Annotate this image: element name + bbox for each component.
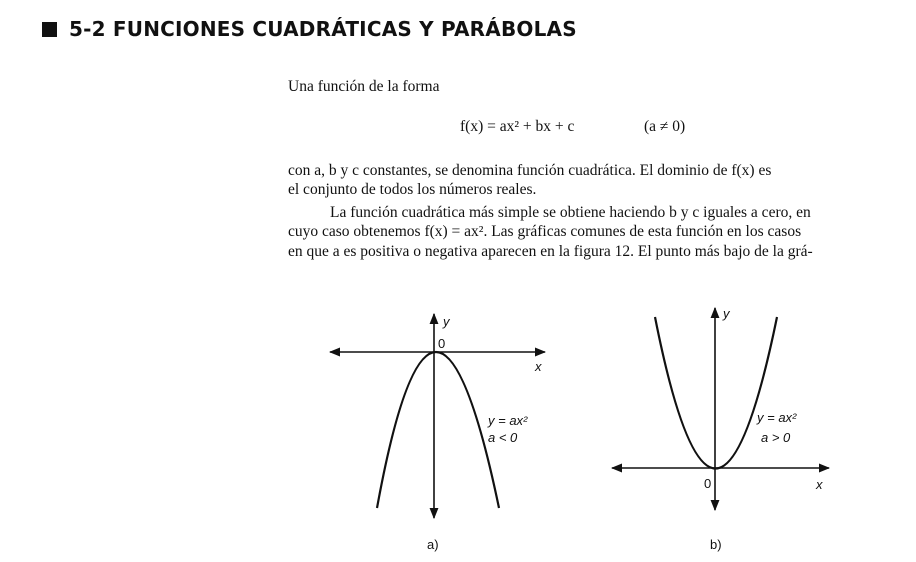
figure-b-condition: a > 0 [761, 430, 791, 445]
figure-a-equation: y = ax² [488, 413, 528, 428]
formula-condition: (a ≠ 0) [644, 118, 686, 135]
figure-b-x-label: x [816, 477, 823, 492]
figure-a-graph [325, 308, 565, 523]
figure-b-graph [607, 302, 847, 532]
paragraph-line-2: con a, b y c constantes, se denomina función cuadrática. El dominio de f(x) es [288, 162, 772, 179]
section-square-bullet-icon [42, 22, 57, 37]
figure-b-origin-label: 0 [704, 476, 712, 491]
figure-b-parabola [655, 317, 777, 469]
paragraph-line-6: en que a es positiva o negativa aparecen en la figura 12. El punto más bajo de la grá- [288, 243, 813, 260]
figure-b-caption: b) [710, 537, 722, 552]
figure-a-origin-label: 0 [438, 336, 446, 351]
paragraph-line-3: el conjunto de todos los números reales. [288, 181, 537, 198]
section-heading [42, 17, 577, 41]
figure-a-condition: a < 0 [488, 430, 518, 445]
section-title: 5-2 FUNCIONES CUADRÁTICAS Y PARÁBOLAS [69, 17, 577, 41]
figure-b-y-label: y [723, 306, 730, 321]
figure-a-x-label: x [535, 359, 542, 374]
figure-a-y-label: y [443, 314, 450, 329]
figure-a-caption: a) [427, 537, 439, 552]
paragraph-line-5: cuyo caso obtenemos f(x) = ax². Las gráficas comunes de esta función en los casos [288, 223, 802, 240]
paragraph-intro: Una función de la forma [288, 78, 440, 95]
paragraph-line-4: La función cuadrática más simple se obtiene haciendo b y c iguales a cero, en [330, 204, 811, 221]
quadratic-formula: f(x) = ax² + bx + c [460, 118, 575, 135]
figure-b-equation: y = ax² [757, 410, 797, 425]
figure-a-svg [325, 308, 565, 523]
figure-a-parabola [377, 352, 499, 508]
figure-b-svg [607, 302, 847, 532]
